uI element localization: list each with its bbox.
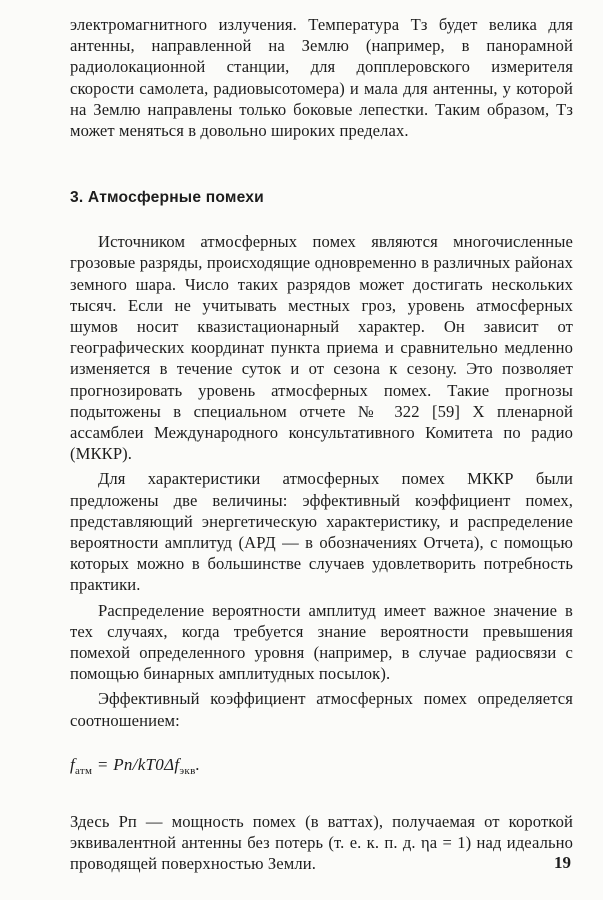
paragraph-characteristics: Для характеристики атмосферных помех МККР были предложены две величины: эффективный коэффициент помех, представляющий энергетическую характеристику, и распределение вероятности амплитуд (АРД — в обозначениях Отчета), с помощью которых можно в большинстве случаев удовлетворить потребность практики. (70, 469, 573, 595)
document-page (70, 14, 573, 875)
equation-tail: . (195, 754, 201, 774)
equation-lhs-subscript: атм (75, 764, 93, 777)
equation-rhs-subscript: экв (179, 764, 196, 777)
paragraph-coefficient: Эффективный коэффициент атмосферных помех определяется соотношением: (70, 689, 573, 730)
section-heading: 3. Атмосферные помехи (70, 189, 264, 207)
page-number: 19 (554, 853, 571, 872)
equation-rhs: = Pп/kT0Δf (96, 754, 180, 774)
paragraph-here: Здесь Pп — мощность помех (в ваттах), получаемая от короткой эквивалентной антенны без потерь (т. е. к. п. д. ηа = 1) над идеально проводящей поверхностью Земли. (70, 811, 573, 874)
paragraph-sources: Источником атмосферных помех являются многочисленные грозовые разряды, происходящие одновременно в различных районах земного шара. Число таких разрядов может достигать нескольких тысяч. Если не учитывать местных гроз, уровень атмосферных шумов носит квазистационарный характер. Он зависит от географических координат пункта приема и сравнительно медленно изменяется в течение суток и от сезона к сезону. Это позволяет прогнозировать уровень атмосферных помех. Такие прогнозы подытожены в специальном отчете № 322 [59] X пленарной ассамблеи Международного консультативного Комитета по радио (МККР). (70, 232, 573, 464)
paragraph-distribution: Распределение вероятности амплитуд имеет важное значение в тех случаях, когда требуется знание вероятности превышения помехой определенного уровня (например, в случае радиосвязи с помощью бинарных амплитудных посылок). (70, 600, 573, 684)
equation (70, 755, 573, 777)
paragraph-intro: электромагнитного излучения. Температура Tз будет велика для антенны, направленной на Землю (например, в панорамной радиолокационной станции, для допплеровского измерителя скорости самолета, радиовысотомера) и мала для антенны, у которой на Землю направлены только боковые лепестки. Таким образом, Tз может меняться в довольно широких пределах. (70, 15, 573, 141)
equation-lhs: f (70, 754, 76, 774)
